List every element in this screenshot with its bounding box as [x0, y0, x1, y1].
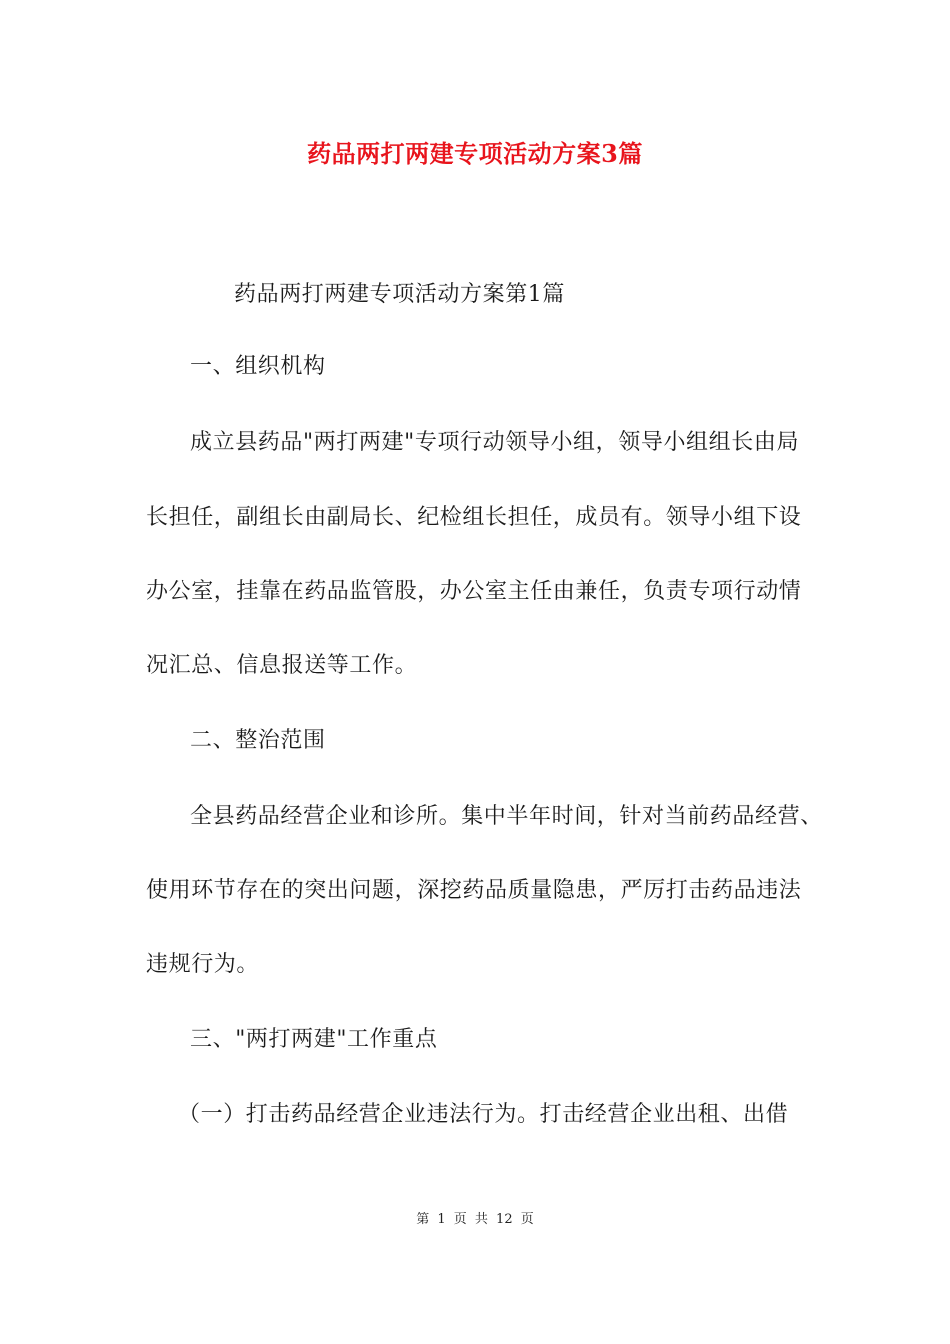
paragraph-heading: 二、整治范围 [190, 728, 326, 753]
paragraph-line: 况汇总、信息报送等工作。 [146, 653, 418, 678]
paragraph-line: 违规行为。 [146, 952, 260, 977]
paragraph-line: 成立县药品"两打两建"专项行动领导小组，领导小组组长由局 [190, 430, 800, 455]
page-number-footer: 第 1 页 共 12 页 [416, 1212, 534, 1227]
paragraph-heading: 三、"两打两建"工作重点 [190, 1027, 438, 1052]
paragraph-line: 办公室，挂靠在药品监管股，办公室主任由兼任，负责专项行动情 [146, 579, 802, 604]
paragraph-line: 长担任，副组长由副局长、纪检组长担任，成员有。领导小组下设 [146, 505, 802, 530]
paragraph-line: 全县药品经营企业和诊所。集中半年时间，针对当前药品经营、 [190, 804, 823, 829]
paragraph-line: 使用环节存在的突出问题，深挖药品质量隐患，严厉打击药品违法 [146, 878, 802, 903]
paragraph-heading: 一、组织机构 [190, 354, 326, 379]
paragraph-line: （一）打击药品经营企业违法行为。打击经营企业出租、出借 [178, 1102, 789, 1127]
section-heading: 药品两打两建专项活动方案第1篇 [234, 282, 565, 307]
document-title: 药品两打两建专项活动方案3篇 [307, 139, 643, 168]
